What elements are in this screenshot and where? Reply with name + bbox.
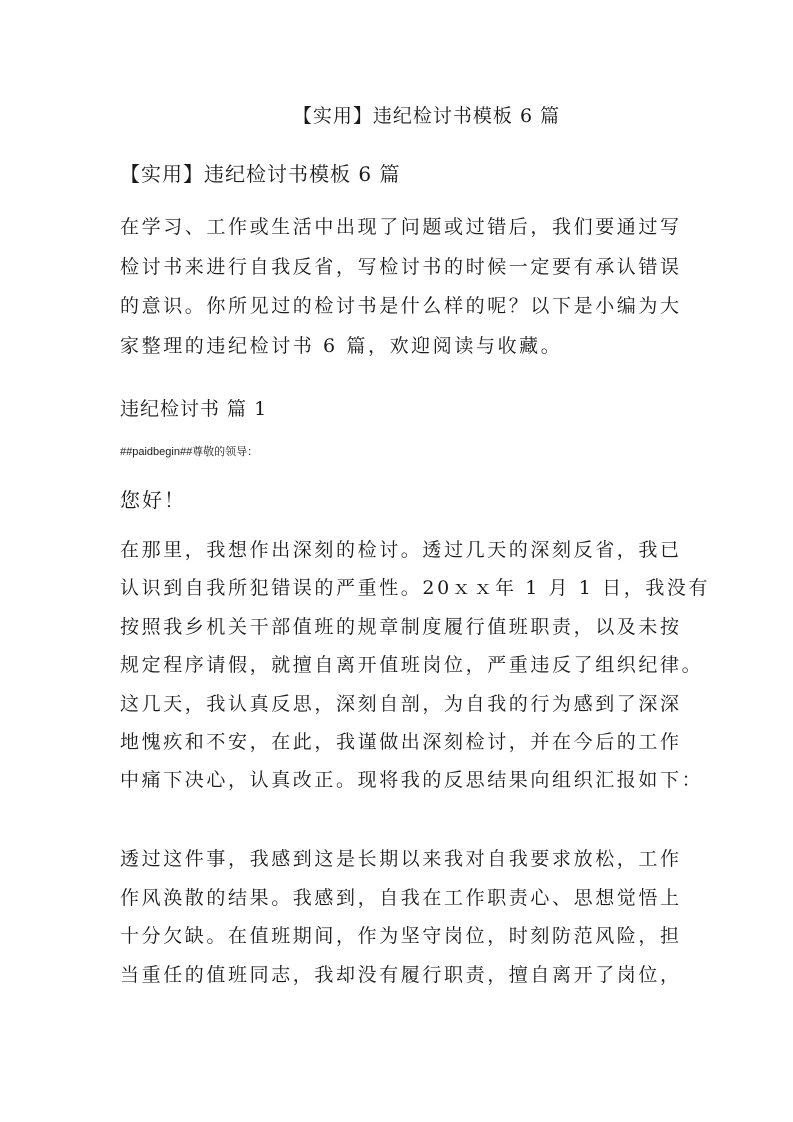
intro-paragraph: [120, 208, 682, 366]
paragraph-line: 在那里，我想作出深刻的检讨。透过几天的深刻反省，我已: [120, 539, 682, 561]
paragraph-line: 检讨书来进行自我反省，写检讨书的时候一定要有承认错误: [120, 255, 682, 278]
paragraph-line: 这几天，我认真反思，深刻自剖，为自我的行为感到了深深: [120, 692, 682, 715]
document-subtitle: 【实用】违纪检讨书模板 6 篇: [120, 162, 401, 186]
paragraph-line: 透过这件事，我感到这是长期以来我对自我要求放松，工作: [120, 848, 682, 870]
section-heading: 违纪检讨书 篇 1: [120, 398, 268, 420]
paragraph-line: 按照我乡机关干部值班的规章制度履行值班职责，以及未按: [120, 615, 682, 638]
paragraph-line: 地愧疚和不安，在此，我谨做出深刻检讨，并在今后的工作: [120, 731, 682, 754]
paragraph-line: 认识到自我所犯错误的严重性。20ｘｘ年 1 月 1 日，我没有: [120, 577, 711, 600]
paid-marker-salutation: ##paidbegin##尊敬的领导：: [120, 446, 259, 458]
document-title: 【实用】违纪检讨书模板 6 篇: [292, 105, 561, 127]
paragraph-line: 在学习、工作或生活中出现了问题或过错后，我们要通过写: [120, 216, 682, 238]
paragraph-line: 规定程序请假，就擅自离开值班岗位，严重违反了组织纪律。: [120, 654, 704, 677]
paragraph-line: 家整理的违纪检讨书 6 篇，欢迎阅读与收藏。: [120, 334, 563, 357]
paragraph-line: 当重任的值班同志，我却没有履行职责，擅自离开了岗位，: [120, 963, 682, 986]
greeting: 您好！: [120, 488, 186, 512]
paragraph-line: 中痛下决心，认真改正。现将我的反思结果向组织汇报如下：: [120, 769, 704, 792]
paragraph-line: 十分欠缺。在值班期间，作为坚守岗位，时刻防范风险，担: [120, 925, 682, 947]
body-paragraph-2: [120, 840, 682, 994]
body-paragraph-1: [120, 531, 711, 800]
paragraph-line: 的意识。你所见过的检讨书是什么样的呢？以下是小编为大: [120, 295, 682, 317]
paragraph-line: 作风涣散的结果。我感到，自我在工作职责心、思想觉悟上: [120, 886, 682, 909]
